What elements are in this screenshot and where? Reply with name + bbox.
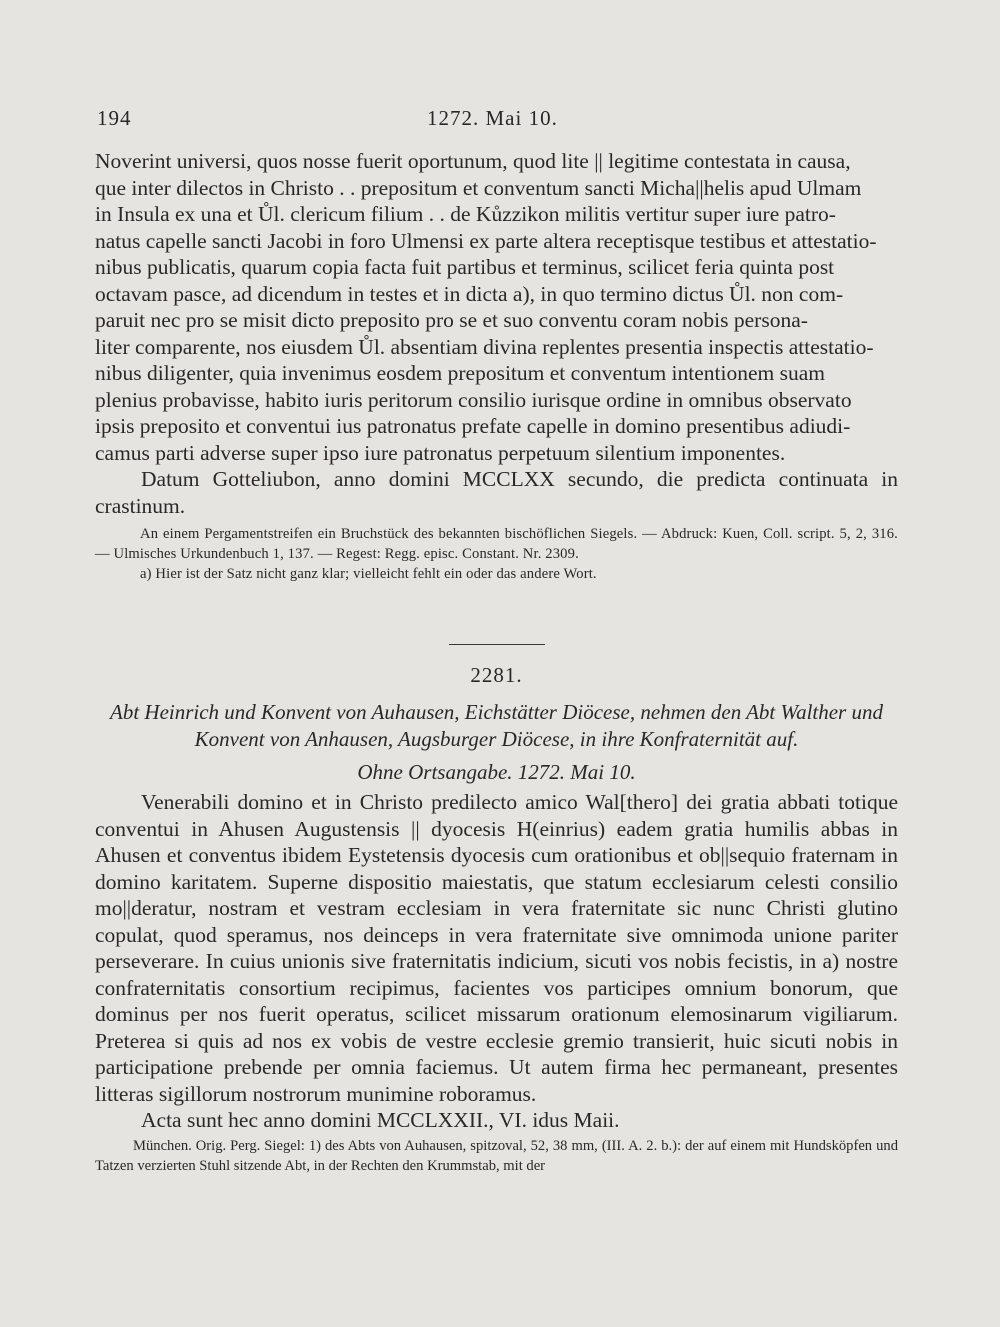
document-2280 [95, 148, 898, 584]
regest-summary: Abt Heinrich und Konvent von Auhausen, Eichstätter Diöcese, nehmen den Abt Walther und Konvent von Anhausen, Augsburger Diöcese, in ihre Konfraternität auf. [110, 700, 883, 751]
source-note: An einem Pergamentstreifen ein Bruchstück des bekannten bischöflichen Siegels. — Abdruck: Kuen, Coll. script. 5, 2, 316. — Ulmisches Urkundenbuch 1, 137. — Regest: Regg. episc. Constant. Nr. 2309. [95, 526, 898, 562]
document-number: 2281. [470, 663, 523, 687]
text-line: natus capelle sancti Jacobi in foro Ulmensi ex parte altera receptisque testibus et attestatio- [95, 228, 877, 253]
text-line: in Insula ex una et Ůl. clericum filium . . de Kůzzikon militis vertitur super iure patro- [95, 202, 836, 226]
datum-line: Datum Gotteliubon, anno domini MCCLXX secundo, die predicta continuata in crastinum. [95, 467, 898, 518]
document-text [95, 148, 898, 466]
acta-line: Acta sunt hec anno domini MCCLXXII., VI. idus Maii. [141, 1108, 620, 1132]
document-2281 [95, 644, 898, 1176]
text-line: nibus diligenter, quia invenimus eosdem prepositum et conventum intentionem suam [95, 361, 826, 385]
page-header [97, 106, 897, 140]
text-line: paruit nec pro se misit dicto preposito pro se et suo conventu coram nobis persona- [95, 308, 808, 332]
footnote: a) Hier ist der Satz nicht ganz klar; vielleicht fehlt ein oder das andere Wort. [140, 566, 597, 582]
text-line: que inter dilectos in Christo . . prepositum et conventum sancti Micha||helis apud Ulmam [95, 175, 862, 200]
page-number: 194 [97, 106, 132, 130]
text-line: octavam pasce, ad dicendum in testes et in dicta a), in quo termino dictus Ůl. non com- [95, 281, 844, 306]
text-line: plenius probavisse, habito iuris peritorum consilio iurisque ordine in omnibus observato [95, 387, 852, 412]
text-line: liter comparente, nos eiusdem Ůl. absentiam divina replentes presentia inspectis attestatio- [95, 334, 874, 359]
section-divider [449, 644, 545, 645]
running-head: 1272. Mai 10. [427, 106, 558, 130]
text-line: ipsis preposito et conventui ius patronatus prefate capelle in domino presentibus adiudi- [95, 414, 851, 438]
text-line: nibus publicatis, quarum copia facta fuit partibus et terminus, scilicet feria quinta post [95, 255, 835, 279]
dateline: Ohne Ortsangabe. 1272. Mai 10. [357, 760, 636, 784]
text-line: Noverint universi, quos nosse fuerit oportunum, quod lite || legitime contestata in causa, [95, 149, 851, 173]
source-note: München. Orig. Perg. Siegel: 1) des Abts von Auhausen, spitzoval, 52, 38 mm, (III. A. 2. b.): der auf einem mit Hundsköpfen und Tatzen verzierten Stuhl sitzende Abt, in der Rechten den Krummstab, mit der [95, 1137, 898, 1174]
text-line: camus parti adverse super ipso iure patronatus perpetuum silentium imponentes. [95, 440, 786, 465]
document-text: Venerabili domino et in Christo predilecto amico Wal[thero] dei gratia abbati totique conventui in Ahusen Augustensis || dyocesis H(einrius) eadem gratia humilis abbas in Ahusen et conventus ibidem Eystetensis dyocesis cum orationibus et ob||sequio fraternam in domino karitatem. Superne dispositio maiestatis, que statum ecclesiarum celesti consilio mo||deratur, nostram et vestram ecclesiam in vera fraternitate sic nunc Christi glutino copulat, quod speramus, nos deinceps in vera fraternitate sive omnimoda unione pariter perseverare. In cuius unionis sive fraternitatis indicium, sicuti vos nobis fecistis, in a) nostre confraternitatis consortium recipimus, facientes vos participes omnium bonorum, que dominus per nos fuerit operatus, scilicet missarum orationum elemosinarum vigiliarum. Preterea si quis ad nos ex vobis de vestre ecclesie gremio transierit, huic sicuti nobis in participatione prebende per omnia faciemus. Ut autem firma hec permaneant, presentes litteras sigillorum nostrorum munimine roboramus. [95, 790, 898, 1106]
